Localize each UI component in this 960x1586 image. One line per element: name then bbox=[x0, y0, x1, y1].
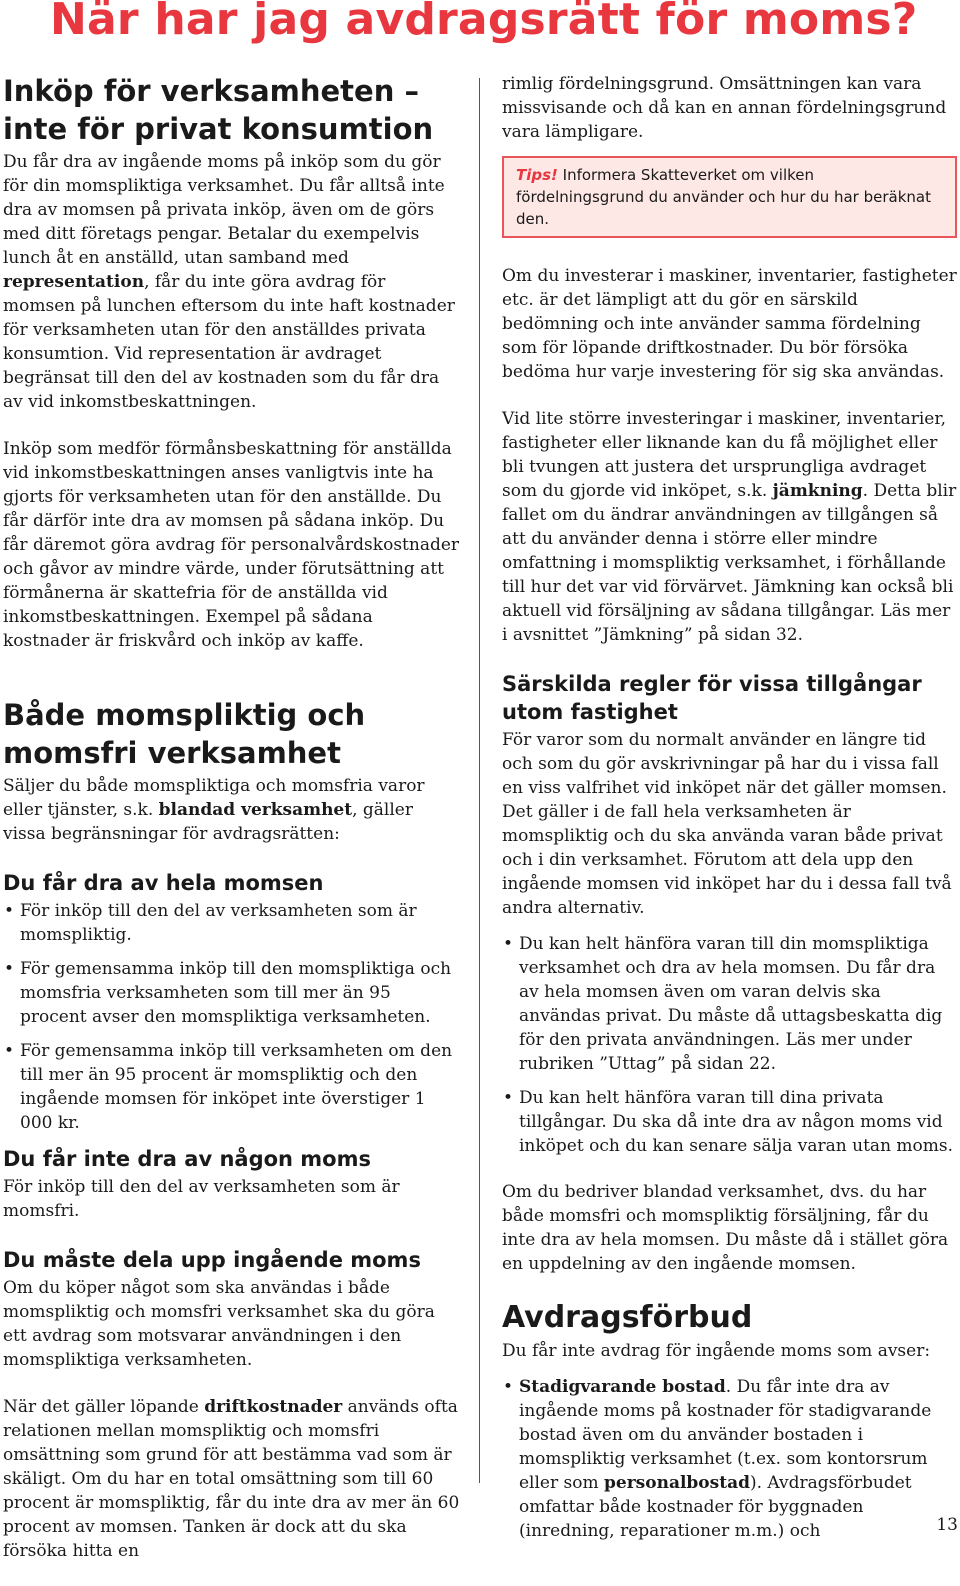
text-run: . Du får inte dra av ingående moms på kostnader för stadigvarande bostad även om du använder bostaden i momspliktig verksamhet (t.ex. som kontorsrum eller som bbox=[519, 1377, 932, 1493]
list-item: • För gemensamma inköp till den momspliktiga och momsfria verksamheten som till mer än 95 procent avser den momspliktiga verksamheten. bbox=[3, 957, 461, 1029]
tips-box bbox=[502, 156, 957, 238]
text-run: , får du inte göra avdrag för momsen på lunchen eftersom du inte haft kostnader för verksamheten utan för den anställdes privata konsumtion. Vid representation är avdraget begränsat till den del av kostnaden som du får dra av vid inkomstbeskattningen. bbox=[3, 272, 455, 412]
paragraph-bade bbox=[3, 774, 461, 846]
text-run: ). Avdragsförbudet omfattar både kostnader för byggnaden (inredning, reparationer m.m.) och bbox=[519, 1473, 912, 1541]
text-run: , gäller vissa begränsningar för avdragsrätten: bbox=[3, 800, 413, 844]
heading-inkop: Inköp för verksamheten – inte för privat konsumtion bbox=[3, 74, 434, 146]
left-column bbox=[3, 72, 461, 1586]
column-divider bbox=[479, 78, 480, 1483]
text-run: Säljer du både momspliktiga och momsfria varor eller tjänster, s.k. bbox=[3, 776, 425, 820]
right-column bbox=[502, 72, 957, 1553]
paragraph-inkop-1 bbox=[3, 150, 461, 414]
paragraph-dela-upp-1: Om du köper något som ska användas i både momspliktig och momsfri verksamhet ska du göra ett avdrag som motsvarar användningen i den momspliktiga verksamheten. bbox=[3, 1278, 435, 1370]
heading-bade: Både momspliktig och momsfri verksamhet bbox=[3, 698, 366, 770]
list-item: • För inköp till den del av verksamheten som är momspliktig. bbox=[3, 899, 461, 947]
text-run: . Detta blir fallet om du ändrar användningen av tillgången så att du använder denna i större eller mindre omfattning i momspliktig verksamhet, i förhållande till hur det var vid förvärvet. Jämkning kan också bli aktuell vid försäljning av sådana tillgångar. Läs mer i avsnittet ”Jämkning” på sidan 32. bbox=[502, 481, 957, 645]
term-stadigvarande-bostad: Stadigvarande bostad bbox=[519, 1377, 726, 1397]
list-item bbox=[502, 1375, 957, 1543]
heading-hela-momsen: Du får dra av hela momsen bbox=[3, 871, 324, 895]
bullet-list-alternativ bbox=[502, 932, 957, 1158]
term-driftkostnader: driftkostnader bbox=[204, 1397, 343, 1417]
page-number: 13 bbox=[936, 1515, 958, 1535]
paragraph-avdragsforbud: Du får inte avdrag för ingående moms som avser: bbox=[502, 1341, 931, 1361]
paragraph-investera: Om du investerar i maskiner, inventarier, fastigheter etc. är det lämpligt att du gör en särskild bedömning och inte använder samma fördelning som för löpande driftkostnader. Du bör försöka bedöma hur varje investering för sig ska användas. bbox=[502, 266, 957, 382]
paragraph-jamkning bbox=[502, 407, 957, 647]
text-run: används ofta relationen mellan momspliktig och momsfri omsättning som grund för att bestämma vad som är skäligt. Om du har en total omsättning som till 60 procent är momspliktig, får du inte dra av mer än 60 procent av momsen. Tanken är dock att du ska försöka hitta en bbox=[3, 1397, 460, 1561]
term-jamkning: jämkning bbox=[772, 481, 863, 501]
term-representation: representation bbox=[3, 272, 145, 292]
heading-sarskilda-regler: Särskilda regler för vissa tillgångar utom fastighet bbox=[502, 672, 922, 724]
page-title: När har jag avdragsrätt för moms? bbox=[50, 0, 918, 45]
term-personalbostad: personalbostad bbox=[604, 1473, 750, 1493]
list-item: • Du kan helt hänföra varan till dina privata tillgångar. Du ska då inte dra av någon moms vid inköpet och du kan senare sälja varan utan moms. bbox=[502, 1086, 957, 1158]
paragraph-fordelning: rimlig fördelningsgrund. Omsättningen kan vara missvisande och då kan en annan fördelningsgrund vara lämpligare. bbox=[502, 74, 947, 142]
heading-inte-moms: Du får inte dra av någon moms bbox=[3, 1147, 371, 1171]
heading-avdragsforbud: Avdragsförbud bbox=[502, 1300, 753, 1335]
text-run: Du får dra av ingående moms på inköp som du gör för din momspliktiga verksamhet. Du får alltså inte dra av momsen på privata inköp, även om de görs med ditt företags pengar. Betalar du exempelvis lunch åt en anställd, utan samband med bbox=[3, 152, 445, 268]
spacer bbox=[502, 1168, 957, 1180]
heading-dela-upp: Du måste dela upp ingående moms bbox=[3, 1248, 421, 1272]
paragraph-blandad: Om du bedriver blandad verksamhet, dvs. du har både momsfri och momspliktig försäljning, får du inte dra av hela momsen. Du måste då i stället göra en uppdelning av den ingående momsen. bbox=[502, 1182, 949, 1274]
paragraph-inte-moms: För inköp till den del av verksamheten som är momsfri. bbox=[3, 1177, 400, 1221]
spacer bbox=[3, 676, 461, 696]
tips-label: Tips! bbox=[516, 166, 558, 184]
list-item: • Du kan helt hänföra varan till din momspliktiga verksamhet och dra av hela momsen. Du får dra av hela momsen även om varan delvis ska användas privat. Du måste då uttagsbeskatta dig för den privata användningen. Läs mer under rubriken ”Uttag” på sidan 22. bbox=[502, 932, 957, 1076]
bullet-list-avdragsforbud bbox=[502, 1375, 957, 1543]
term-blandad-verksamhet: blandad verksamhet bbox=[158, 800, 353, 820]
text-run: När det gäller löpande bbox=[3, 1397, 205, 1417]
bullet-list-hela bbox=[3, 899, 461, 1135]
tips-text: Informera Skatteverket om vilken fördelningsgrund du använder och hur du har beräknat den. bbox=[516, 166, 931, 228]
paragraph-sarskilda: För varor som du normalt använder en längre tid och som du gör avskrivningar på har du i vissa fall en viss valfrihet vid inköpet när det gäller momsen. Det gäller i de fall hela verksamheten är momspliktig och du ska använda varan både privat och i din verksamhet. Förutom att dela upp den ingående momsen vid inköpet har du i dessa fall två andra alternativ. bbox=[502, 730, 952, 918]
text-run: Vid lite större investeringar i maskiner, inventarier, fastigheter eller liknande kan du få möjlighet eller bli tvungen att justera det ursprungliga avdraget som du gjorde vid inköpet, s.k. bbox=[502, 409, 946, 501]
paragraph-inkop-2: Inköp som medför förmånsbeskattning för anställda vid inkomstbeskattningen anses vanligtvis inte ha gjorts för verksamheten utan för den anställde. Du får därför inte dra av momsen på sådana inköp. Du får däremot göra avdrag för personalvårdskostnader och gåvor av mindre värde, under förutsättning att förmånerna är skattefria för de anställda vid inkomstbeskattningen. Exempel på sådana kostnader är friskvård och inköp av kaffe. bbox=[3, 439, 460, 651]
list-item: • För gemensamma inköp till verksamheten om den till mer än 95 procent är momspliktig och den ingående momsen för inköpet inte överstiger 1 000 kr. bbox=[3, 1039, 461, 1135]
